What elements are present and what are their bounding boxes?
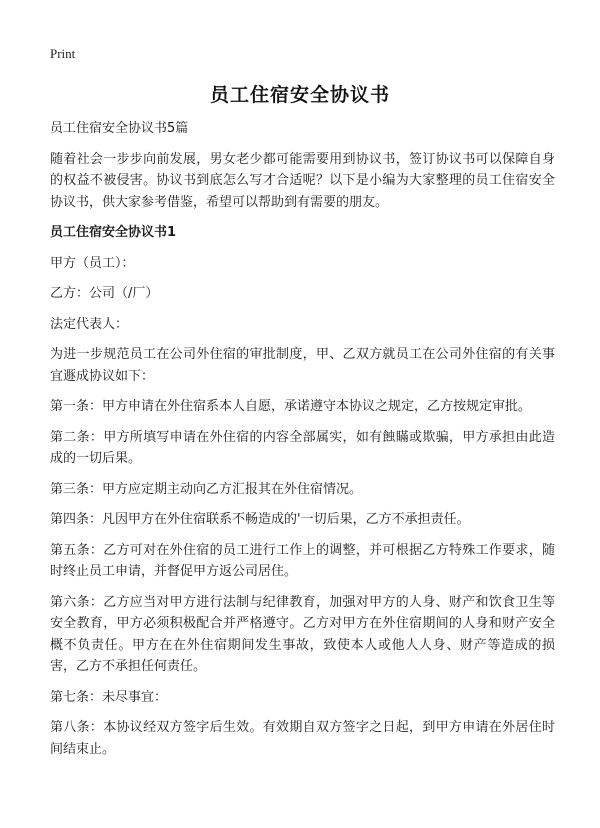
document-subtitle: 员工住宿安全协议书5篇: [50, 121, 189, 136]
clause-8: 第八条：本协议经双方签字后生效。有效期自双方签字之日起，到甲方申请在外居住时间结束止。: [50, 720, 555, 757]
clause-7: 第七条：未尽事宜：: [50, 689, 168, 705]
clause-5: 第五条：乙方可对在外住宿的员工进行工作上的调整，并可根据乙方特殊工作要求，随时终止员工申请，并督促甲方返公司居住。: [50, 542, 555, 579]
intro-paragraph: 随着社会一步步向前发展，男女老少都可能需要用到协议书，签订协议书可以保障自身的权益不被侵害。协议书到底怎么写才合适呢？以下是小编为大家整理的员工住宿安全协议书，供大家参考借鉴，希望可以帮助到有需要的朋友。: [50, 151, 555, 210]
section-heading: 员工住宿安全协议书1: [50, 225, 177, 240]
party-a-line: 甲方（员工）：: [50, 255, 135, 271]
clause-1: 第一条：甲方申请在外住宿系本人自愿，承诺遵守本协议之规定，乙方按规定审批。: [50, 399, 532, 414]
legal-rep-line: 法定代表人：: [50, 316, 129, 332]
document-body: [50, 118, 555, 769]
clause-6: 第六条：乙方应当对甲方进行法制与纪律教育，加强对甲方的人身、财产和饮食卫生等安全教育，甲方必须积极配合并严格遵守。乙方对甲方在外住宿期间的人身和财产安全概不负责任。甲方在在外住宿期间发生事故，致使本人或他人人身、财产等造成的损害，乙方不承担任何责任。: [50, 594, 555, 674]
document-title: 员工住宿安全协议书: [209, 84, 390, 106]
print-label[interactable]: Print: [50, 46, 76, 61]
clause-3: 第三条：甲方应定期主动向乙方汇报其在外住宿情况。: [50, 481, 363, 497]
clause-4: 第四条：凡因甲方在外住宿联系不畅造成的'一切后果，乙方不承担责任。: [50, 512, 470, 527]
clause-2: 第二条：甲方所填写申请在外住宿的内容全部属实，如有蝕瞞或欺骗，甲方承担由此造成的一切后果。: [50, 429, 555, 466]
preamble-paragraph: 为进一步规范员工在公司外住宿的审批制度，甲、乙双方就员工在公司外住宿的有关事宜遯成协议如下：: [50, 347, 555, 384]
party-b-line: 乙方：公司（/厂）: [50, 286, 159, 301]
